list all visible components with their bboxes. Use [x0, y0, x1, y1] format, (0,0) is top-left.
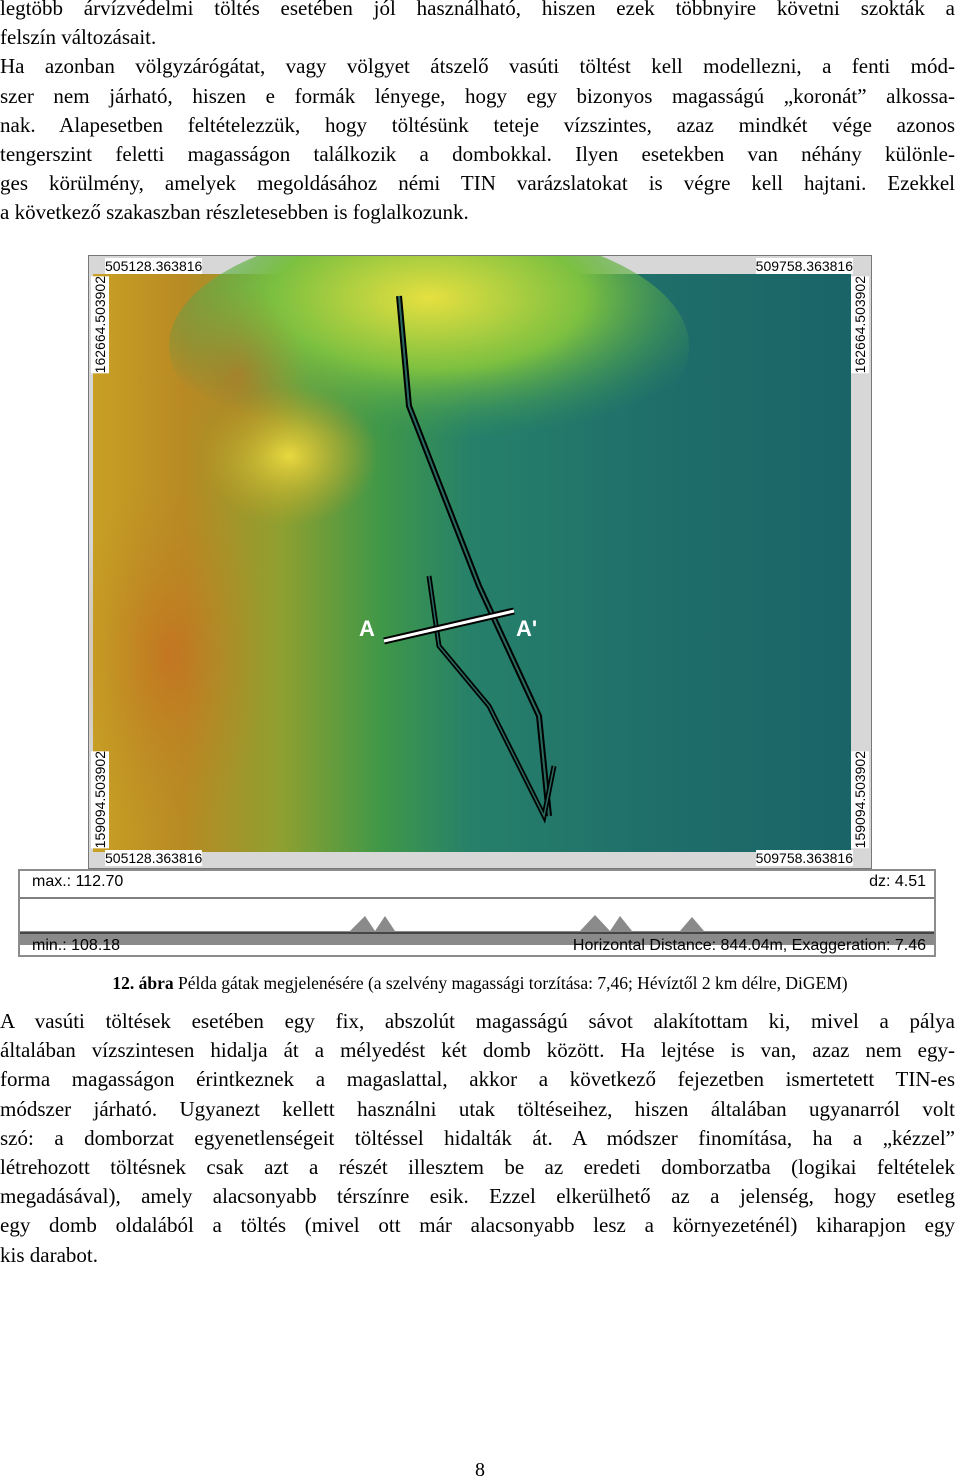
y-coord-right-top: 162664.503902: [852, 276, 868, 374]
elevation-map: [89, 256, 871, 868]
profile-distance-value: Horizontal Distance: 844.04m, Exaggeration: 7.46: [572, 937, 926, 954]
text-line: egy domb oldalából a töltés (mivel ott már alacsonyabb lesz a környezeténél) kiharapjon egy: [0, 1213, 955, 1238]
text-line: szer nem járható, hiszen e formák lényege, hogy egy bizonyos magasságú „koronát” alkossa-: [0, 83, 955, 108]
elevation-map-figure: [88, 255, 872, 869]
y-coord-left-top: 162664.503902: [92, 276, 108, 374]
text-line: általában vízszintesen hidalja át a mélyedést két domb között. Ha lejtése is van, azaz nem egy-: [0, 1038, 955, 1063]
text-line: módszer járható. Ugyanezt kellett használni utak töltéseihez, hiszen általában ugyanarról volt: [0, 1096, 955, 1121]
paragraph-railway: [0, 1007, 955, 1270]
text-line: A vasúti töltések esetében egy fix, abszolút magasságú sávot alakítottam ki, mivel a pálya: [0, 1009, 955, 1033]
x-coord-bottom-right: 509758.363816: [755, 850, 853, 866]
paragraph-intro: [0, 0, 955, 228]
figure-caption: [0, 971, 960, 995]
text-line: Ha azonban völgyzárógátat, vagy völgyet átszelő vasúti töltést kell modellezni, a fenti mód-: [0, 54, 955, 79]
text-line: létrehozott töltésnek csak azt a részét illesztem be az eredeti domborzatba (logikai feltételek: [0, 1155, 955, 1180]
page-number: 8: [475, 1459, 485, 1481]
y-coord-left-bottom: 159094.503902: [92, 750, 108, 848]
text-line: ges körülmény, amelyek megoldásához némi TIN varázslatokat is végre kell hajtani. Ezekkel: [0, 171, 955, 196]
terrain-upper-left-hill: [169, 286, 309, 466]
cross-section-profile: [18, 869, 936, 957]
section-end-label: A': [516, 616, 538, 641]
text-line: megadásával), amely alacsonyabb térszínre esik. Ezzel elkerülhető az a jelenség, hogy esetleg: [0, 1184, 955, 1209]
y-coord-right-bottom: 159094.503902: [852, 750, 868, 848]
text-line: legtöbb árvízvédelmi töltés esetében jól használható, hiszen ezek többnyire követni szokták a: [0, 0, 955, 20]
figure-caption-text: Példa gátak megjelenésére (a szelvény magassági torzítása: 7,46; Hévíztől 2 km délre, DiGEM): [173, 973, 848, 993]
text-line: felszín változásait.: [0, 25, 157, 50]
profile-end-label: A': [902, 909, 924, 934]
profile-max-value: max.: 112.70: [32, 873, 124, 890]
profile-dz-value: dz: 4.51: [869, 873, 926, 890]
profile-start-label: A: [32, 909, 48, 934]
text-line: a következő szakaszban részletesebben is foglalkozunk.: [0, 200, 469, 225]
text-line: tengerszint feletti magasságon találkozik a dombokkal. Ilyen esetekben van néhány különle-: [0, 142, 955, 167]
text-line: nak. Alapesetben feltételezzük, hogy töltésünk teteje vízszintes, azaz mindkét vége azonos: [0, 112, 955, 137]
x-coord-top-right: 509758.363816: [755, 258, 853, 274]
x-coord-bottom-left: 505128.363816: [105, 850, 203, 866]
text-line: forma magasságon érintkeznek a magaslattal, akkor a következő fejezetben ismertetett TIN-es: [0, 1067, 955, 1092]
text-line: kis darabot.: [0, 1242, 98, 1267]
text-line: szó: a domborzat egyenetlenségeit töltéssel hidalták át. A módszer finomítása, ha a „kézzel”: [0, 1125, 955, 1150]
figure-number: 12. ábra: [112, 973, 174, 993]
section-start-label: A: [359, 616, 375, 641]
profile-min-value: min.: 108.18: [32, 937, 121, 954]
x-coord-top-left: 505128.363816: [105, 258, 203, 274]
